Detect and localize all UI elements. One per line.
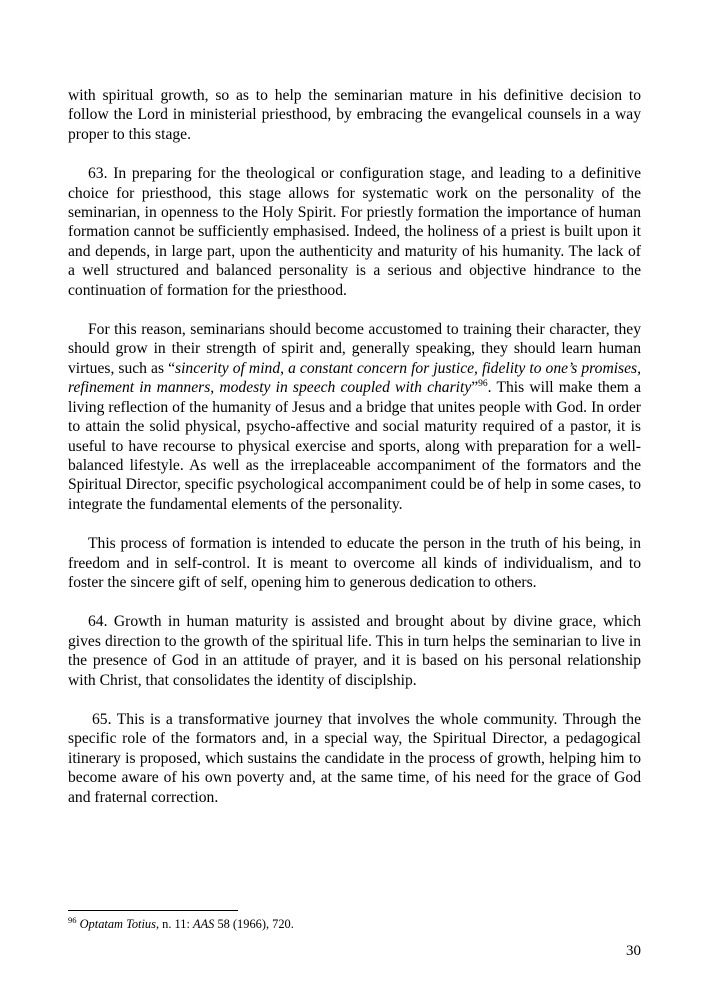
footnote-number: 96 <box>68 914 77 925</box>
footnote-title: Optatam Totius <box>79 917 156 931</box>
page-number: 30 <box>626 943 641 959</box>
paragraph-process-of-formation: This process of formation is intended to educate the person in the truth of his being, in freedom and in self-control. It is meant to overcome all kinds of individualism, and to foster the sincere gift of self, opening him to generous dedication to others. <box>68 535 641 591</box>
paragraph-continuation: with spiritual growth, so as to help the seminarian mature in his definitive decision to follow the Lord in ministerial priesthood, by embracing the evangelical counsels in a way proper to this stage. <box>68 87 641 143</box>
paragraph-text-before-quote: For this reason, seminarians should become accustomed to training their character, they should grow in their strength of spirit and, generally speaking, they should learn human virtues, such as “ <box>68 321 641 377</box>
footnote-journal: AAS <box>193 917 215 931</box>
footnote-reference: 96 <box>478 379 488 390</box>
paragraph-text-after-quote: . This will make them a living reflection of the humanity of Jesus and a bridge that unites people with God. In order to attain the solid physical, psycho-affective and social maturity required of a pastor, it is useful to have recourse to physical exercise and sports, along with preparation for a well-balanced lifestyle. As well as the irreplaceable accompaniment of the formators and the Spiritual Director, specific psychological accompaniment could be of help in some cases, to integrate the fundamental elements of the personality. <box>68 379 641 513</box>
paragraph-64: 64. Growth in human maturity is assisted and brought about by divine grace, which gives direction to the growth of the spiritual life. This in turn helps the seminarian to live in the presence of God in an attitude of prayer, and it is based on his personal relationship with Christ, that consolidates the identity of disciplship. <box>68 613 641 689</box>
footnote-citation-middle: , n. 11: <box>155 917 193 931</box>
footnote-citation-rest: 58 (1966), 720. <box>214 917 294 931</box>
paragraph-65: 65. This is a transformative journey that involves the whole community. Through the specific role of the formators and, in a special way, the Spiritual Director, a pedagogical itinerary is proposed, which sustains the candidate in the process of growth, helping him to become aware of his own poverty and, at the same time, of his need for the grace of God and fraternal correction. <box>68 710 641 806</box>
document-body <box>68 86 641 827</box>
footnote-divider <box>68 910 238 911</box>
footnote <box>68 914 641 932</box>
italic-quotation: sincerity of mind, a constant concern for justice, fidelity to one’s promises, refinement in manners, modesty in speech coupled with charity <box>68 359 641 397</box>
paragraph-63: 63. In preparing for the theological or configuration stage, and leading to a definitive choice for priesthood, this stage allows for systematic work on the personality of the seminarian, in openness to the Holy Spirit. For priestly formation the importance of human formation cannot be sufficiently emphasised. Indeed, the holiness of a priest is built upon it and depends, in large part, upon the authenticity and maturity of his humanity. The lack of a well structured and balanced personality is a serious and objective hindrance to the continuation of formation for the priesthood. <box>68 165 641 299</box>
closing-quote-mark: ” <box>471 379 479 397</box>
paragraph-human-virtues <box>68 320 641 514</box>
